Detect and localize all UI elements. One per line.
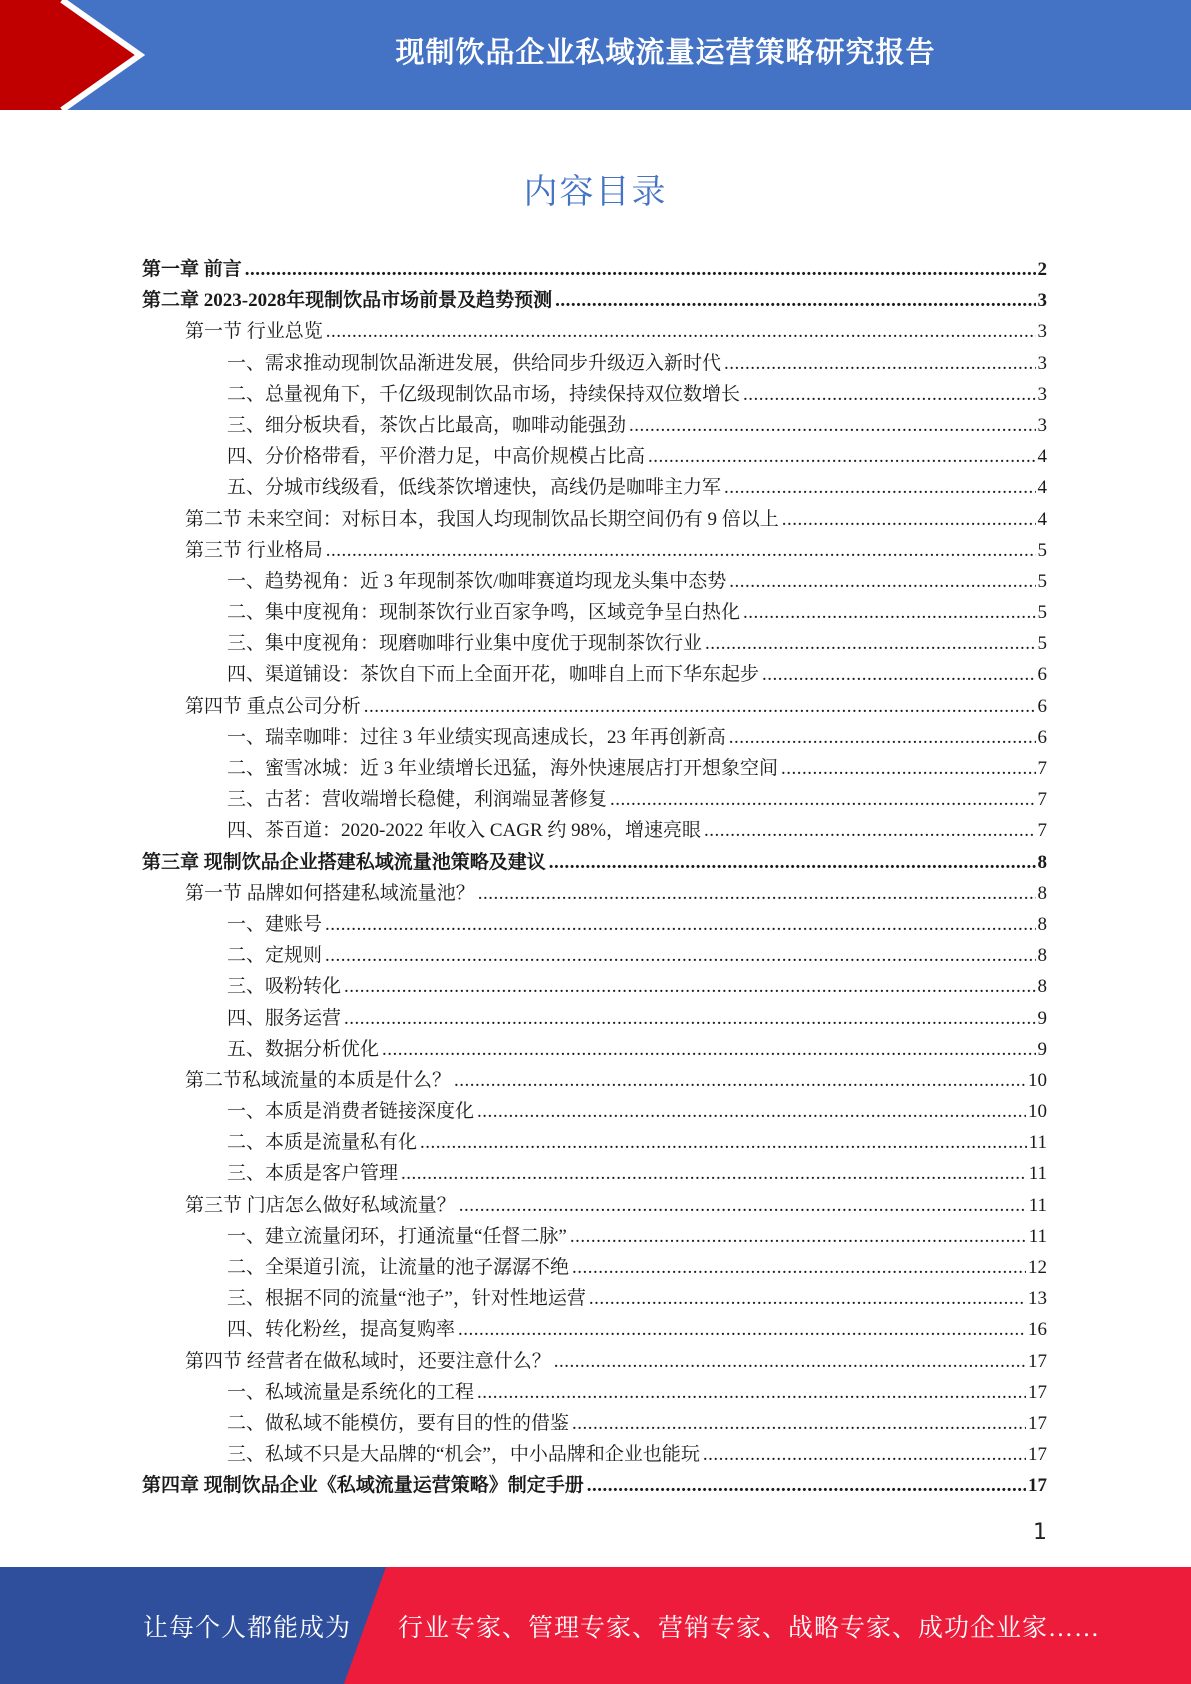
toc-entry-page-number: 11	[1028, 1132, 1047, 1154]
toc-dot-leader	[549, 852, 1036, 874]
toc-entry-title: 一、本质是消费者链接深度化	[227, 1101, 475, 1123]
toc-entry-page-number: 16	[1028, 1319, 1047, 1341]
toc-entry-page-number: 9	[1037, 1038, 1047, 1060]
toc-entry[interactable]	[142, 847, 1047, 878]
toc-dot-leader	[743, 384, 1035, 406]
toc-entry-page-number: 4	[1037, 508, 1047, 530]
toc-entry[interactable]	[142, 316, 1047, 347]
toc-dot-leader	[705, 633, 1035, 655]
toc-entry[interactable]	[142, 722, 1047, 753]
toc-entry[interactable]	[142, 1346, 1047, 1377]
toc-entry-title: 一、趋势视角：近 3 年现制茶饮/咖啡赛道均现龙头集中态势	[227, 570, 727, 592]
toc-entry-title: 五、数据分析优化	[227, 1038, 380, 1060]
toc-entry[interactable]	[142, 379, 1047, 410]
toc-entry-title: 三、私域不只是大品牌的“机会”，中小品牌和企业也能玩	[227, 1444, 700, 1466]
toc-entry-title: 四、服务运营	[227, 1007, 342, 1029]
toc-entry[interactable]	[142, 1408, 1047, 1439]
toc-entry-page-number: 6	[1037, 695, 1047, 717]
toc-heading: 内容目录	[523, 172, 668, 212]
toc-entry-title: 二、集中度视角：现制茶饮行业百家争鸣，区域竞争呈白热化	[227, 602, 741, 624]
toc-entry-title: 一、瑞幸咖啡：过往 3 年业绩实现高速成长，23 年再创新高	[227, 726, 726, 748]
toc-entry-page-number: 7	[1037, 758, 1047, 779]
toc-entry[interactable]	[142, 1221, 1047, 1252]
toc-entry-title: 三、古茗：营收端增长稳健，利润端显著修复	[227, 789, 608, 811]
toc-entry[interactable]	[142, 815, 1047, 846]
toc-entry-page-number: 8	[1037, 913, 1047, 935]
toc-entry-page-number: 10	[1028, 1069, 1047, 1091]
toc-entry-page-number: 3	[1037, 290, 1047, 312]
toc-dot-leader	[382, 1039, 1035, 1061]
header-banner	[0, 0, 1191, 110]
toc-entry-page-number: 3	[1037, 414, 1047, 436]
toc-entry[interactable]	[142, 410, 1047, 441]
toc-entry-title: 第二节私域流量的本质是什么？	[185, 1069, 452, 1091]
toc-dot-leader	[454, 1070, 1026, 1092]
toc-dot-leader	[477, 1101, 1026, 1123]
toc-entry[interactable]	[142, 1127, 1047, 1158]
toc-dot-leader	[589, 1288, 1026, 1310]
toc-dot-leader	[572, 1413, 1026, 1435]
toc-entry-page-number: 5	[1037, 602, 1047, 624]
toc-entry[interactable]	[142, 254, 1047, 285]
toc-dot-leader	[401, 1163, 1027, 1185]
toc-entry-page-number: 17	[1028, 1381, 1047, 1403]
toc-entry-page-number: 5	[1037, 539, 1047, 561]
toc-entry-title: 第二章 2023-2028年现制饮品市场前景及趋势预测	[142, 290, 553, 312]
toc-entry-title: 三、本质是客户管理	[227, 1163, 399, 1185]
toc-dot-leader	[554, 1351, 1026, 1373]
toc-dot-leader	[629, 415, 1035, 437]
toc-entry[interactable]	[142, 285, 1047, 316]
toc-entry-page-number: 17	[1028, 1444, 1047, 1466]
toc-entry-title: 第三章 现制饮品企业搭建私域流量池策略及建议	[142, 851, 546, 873]
toc-entry-title: 第四节 经营者在做私域时，还要注意什么？	[185, 1350, 551, 1372]
toc-entry-page-number: 2	[1037, 259, 1047, 280]
toc-dot-leader	[724, 353, 1035, 375]
toc-entry[interactable]	[142, 1096, 1047, 1127]
table-of-contents	[142, 254, 1047, 1502]
toc-entry[interactable]	[142, 659, 1047, 690]
toc-dot-leader	[648, 446, 1035, 468]
toc-entry-title: 二、做私域不能模仿，要有目的性的借鉴	[227, 1412, 570, 1434]
toc-dot-leader	[326, 321, 1036, 343]
toc-entry[interactable]	[142, 628, 1047, 659]
toc-entry-page-number: 5	[1037, 570, 1047, 592]
toc-entry[interactable]	[142, 566, 1047, 597]
toc-entry-page-number: 17	[1028, 1475, 1047, 1497]
toc-entry-title: 四、茶百道：2020-2022 年收入 CAGR 约 98%，增速亮眼	[227, 820, 701, 842]
toc-entry-page-number: 9	[1037, 1007, 1047, 1029]
toc-entry[interactable]	[142, 472, 1047, 503]
toc-entry-title: 四、渠道铺设：茶饮自下而上全面开花，咖啡自上而下华东起步	[227, 664, 760, 686]
toc-entry[interactable]	[142, 909, 1047, 940]
toc-dot-leader	[704, 820, 1036, 842]
toc-entry[interactable]	[142, 504, 1047, 535]
toc-entry-title: 一、需求推动现制饮品渐进发展，供给同步升级迈入新时代	[227, 352, 722, 374]
toc-entry-page-number: 7	[1037, 789, 1047, 811]
toc-entry[interactable]	[142, 1252, 1047, 1283]
toc-entry-title: 一、建账号	[227, 913, 323, 935]
red-chevron-logo	[0, 0, 160, 110]
toc-entry-page-number: 4	[1037, 446, 1047, 468]
toc-entry-page-number: 3	[1037, 383, 1047, 405]
toc-dot-leader	[458, 1319, 1026, 1341]
toc-dot-leader	[729, 727, 1036, 749]
toc-entry-page-number: 6	[1037, 664, 1047, 686]
toc-entry-page-number: 13	[1028, 1288, 1047, 1310]
toc-entry-page-number: 12	[1028, 1257, 1047, 1278]
toc-entry-page-number: 11	[1028, 1225, 1047, 1247]
toc-dot-leader	[587, 1475, 1026, 1497]
toc-entry[interactable]	[142, 940, 1047, 971]
toc-entry[interactable]	[142, 1003, 1047, 1034]
toc-entry-title: 第四章 现制饮品企业《私域流量运营策略》制定手册	[142, 1475, 584, 1497]
toc-dot-leader	[364, 696, 1036, 718]
toc-entry-page-number: 17	[1028, 1350, 1047, 1372]
footer-slogan-right: 行业专家、管理专家、营销专家、战略专家、成功企业家……	[398, 1614, 1101, 1642]
toc-entry[interactable]	[142, 1470, 1047, 1501]
toc-entry[interactable]	[142, 535, 1047, 566]
toc-entry[interactable]	[142, 971, 1047, 1002]
toc-dot-leader	[420, 1132, 1027, 1154]
toc-entry-title: 二、蜜雪冰城：近 3 年业绩增长迅猛，海外快速展店打开想象空间	[227, 758, 779, 779]
toc-dot-leader	[610, 789, 1035, 811]
toc-entry-page-number: 5	[1037, 633, 1047, 655]
toc-dot-leader	[344, 976, 1035, 998]
toc-entry-title: 四、分价格带看，平价潜力足，中高价规模占比高	[227, 446, 646, 468]
toc-dot-leader	[344, 1008, 1035, 1030]
toc-entry-title: 一、私域流量是系统化的工程	[227, 1381, 475, 1403]
footer-slogan-left: 让每个人都能成为	[143, 1614, 352, 1642]
page-number: 1	[1033, 1520, 1047, 1545]
toc-entry-title: 第一章 前言	[142, 259, 242, 280]
toc-entry-page-number: 6	[1037, 726, 1047, 748]
toc-entry[interactable]	[142, 753, 1047, 784]
toc-dot-leader	[781, 758, 1035, 780]
toc-dot-leader	[729, 571, 1035, 593]
toc-dot-leader	[326, 540, 1036, 562]
toc-entry-title: 四、转化粉丝，提高复购率	[227, 1319, 456, 1341]
toc-entry-title: 五、分城市线级看，低线茶饮增速快，高线仍是咖啡主力军	[227, 477, 722, 499]
toc-dot-leader	[478, 883, 1036, 905]
toc-dot-leader	[245, 259, 1036, 281]
toc-dot-leader	[743, 602, 1035, 624]
footer-banner	[0, 1567, 1191, 1684]
toc-entry[interactable]	[142, 1377, 1047, 1408]
toc-entry[interactable]	[142, 441, 1047, 472]
toc-entry-page-number: 3	[1037, 352, 1047, 374]
toc-entry-page-number: 8	[1037, 945, 1047, 967]
toc-entry[interactable]	[142, 1439, 1047, 1470]
toc-entry-page-number: 8	[1037, 976, 1047, 998]
toc-entry-page-number: 10	[1028, 1101, 1047, 1123]
toc-dot-leader	[325, 945, 1035, 967]
toc-entry[interactable]	[142, 597, 1047, 628]
toc-entry-title: 二、总量视角下，千亿级现制饮品市场，持续保持双位数增长	[227, 383, 741, 405]
toc-entry[interactable]	[142, 1190, 1047, 1221]
toc-dot-leader	[459, 1195, 1027, 1217]
toc-entry-page-number: 3	[1037, 321, 1047, 343]
toc-entry-page-number: 11	[1028, 1163, 1047, 1185]
toc-entry[interactable]	[142, 691, 1047, 722]
toc-entry-title: 第三节 门店怎么做好私域流量？	[185, 1194, 456, 1216]
toc-entry[interactable]	[142, 878, 1047, 909]
toc-dot-leader	[724, 477, 1035, 499]
toc-entry-title: 一、建立流量闭环，打通流量“任督二脉”	[227, 1225, 567, 1247]
toc-dot-leader	[555, 290, 1035, 312]
report-title: 现制饮品企业私域流量运营策略研究报告	[395, 34, 936, 69]
toc-dot-leader	[570, 1226, 1027, 1248]
toc-entry-title: 三、吸粉转化	[227, 976, 342, 998]
toc-entry[interactable]	[142, 1065, 1047, 1096]
toc-entry-title: 第三节 行业格局	[185, 539, 323, 561]
toc-entry-title: 二、本质是流量私有化	[227, 1132, 418, 1154]
toc-entry-title: 三、根据不同的流量“池子”，针对性地运营	[227, 1288, 586, 1310]
toc-entry[interactable]	[142, 1283, 1047, 1314]
toc-entry-page-number: 11	[1028, 1194, 1047, 1216]
toc-entry[interactable]	[142, 1314, 1047, 1345]
toc-entry[interactable]	[142, 348, 1047, 379]
toc-entry-page-number: 17	[1028, 1412, 1047, 1434]
toc-entry[interactable]	[142, 1158, 1047, 1189]
toc-entry-page-number: 8	[1037, 851, 1047, 873]
toc-dot-leader	[782, 509, 1036, 531]
toc-entry-title: 二、全渠道引流，让流量的池子潺潺不绝	[227, 1257, 570, 1278]
toc-dot-leader	[762, 664, 1035, 686]
toc-entry-title: 第二节 未来空间：对标日本，我国人均现制饮品长期空间仍有 9 倍以上	[185, 508, 779, 530]
toc-entry-page-number: 8	[1037, 882, 1047, 904]
toc-entry[interactable]	[142, 1034, 1047, 1065]
toc-entry-title: 第四节 重点公司分析	[185, 695, 361, 717]
toc-entry-title: 三、集中度视角：现磨咖啡行业集中度优于现制茶饮行业	[227, 633, 703, 655]
toc-entry-title: 第一节 行业总览	[185, 321, 323, 343]
toc-entry-page-number: 4	[1037, 477, 1047, 499]
toc-dot-leader	[325, 914, 1035, 936]
toc-entry-title: 第一节 品牌如何搭建私域流量池？	[185, 882, 475, 904]
toc-entry[interactable]	[142, 784, 1047, 815]
toc-entry-title: 二、定规则	[227, 945, 323, 967]
toc-entry-title: 三、细分板块看，茶饮占比最高，咖啡动能强劲	[227, 414, 627, 436]
toc-dot-leader	[572, 1257, 1026, 1279]
toc-dot-leader	[703, 1444, 1026, 1466]
toc-dot-leader	[477, 1382, 1026, 1404]
toc-entry-page-number: 7	[1037, 820, 1047, 842]
